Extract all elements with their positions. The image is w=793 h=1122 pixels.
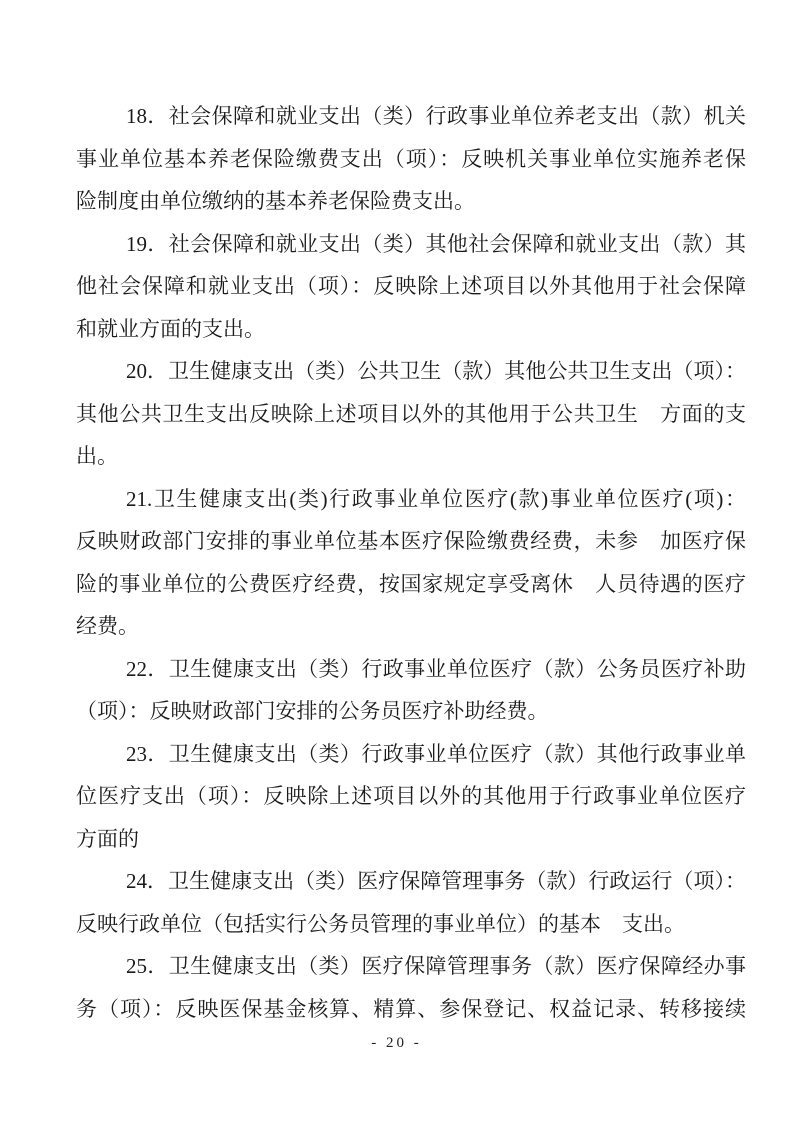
text-line: 和就业方面的支出。 (76, 316, 265, 341)
document-content (76, 95, 746, 1030)
paragraph-20 (76, 350, 746, 478)
paragraph-23 (76, 733, 746, 861)
paragraph-18 (76, 95, 746, 223)
text-line: （项）：反映财政部门安排的公务员医疗补助经费。 (76, 699, 549, 723)
text-line: 他社会保障和就业支出（项）：反映除上述项目以外其他用于社会保障 (76, 274, 746, 298)
paragraph-22 (76, 648, 746, 733)
text-line: 23．卫生健康支出（类）行政事业单位医疗（款）其他行政事业单 (126, 741, 746, 766)
page-footer (0, 1034, 793, 1052)
text-line: 22．卫生健康支出（类）行政事业单位医疗（款）公务员医疗补助 (126, 656, 746, 681)
text-line: 险的事业单位的公费医疗经费，按国家规定享受离休 人员待遇的医疗 (76, 571, 746, 596)
text-line: 位医疗支出（项）：反映除上述项目以外的其他用于行政事业单位医疗 (76, 784, 746, 808)
text-line: 险制度由单位缴纳的基本养老保险费支出。 (76, 189, 475, 213)
paragraph-19 (76, 223, 746, 351)
paragraph-25 (76, 945, 746, 1030)
text-line: 方面的 (76, 826, 139, 851)
page-number: - 20 - (371, 1035, 422, 1051)
text-line: 25．卫生健康支出（类）医疗保障管理事务（款）医疗保障经办事 (126, 954, 746, 978)
text-line: 反映财政部门安排的事业单位基本医疗保险缴费经费，未参 加医疗保 (76, 529, 746, 553)
paragraph-21 (76, 478, 746, 648)
paragraph-24 (76, 860, 746, 945)
text-line: 反映行政单位（包括实行公务员管理的事业单位）的基本 支出。 (76, 911, 685, 936)
text-line: 19．社会保障和就业支出（类）其他社会保障和就业支出（款）其 (126, 231, 746, 256)
text-line: 其他公共卫生支出反映除上述项目以外的其他用于公共卫生 方面的支 (76, 401, 746, 426)
text-line: 出。 (76, 444, 118, 468)
text-line: 20．卫生健康支出（类）公共卫生（款）其他公共卫生支出（项）： (126, 359, 746, 383)
text-line: 21.卫生健康支出(类)行政事业单位医疗(款)事业单位医疗(项)： (126, 486, 746, 511)
text-line: 24．卫生健康支出（类）医疗保障管理事务（款）行政运行（项）： (126, 869, 746, 893)
text-line: 经费。 (76, 614, 139, 638)
text-line: 18．社会保障和就业支出（类）行政事业单位养老支出（款）机关 (126, 104, 746, 128)
text-line: 务（项）：反映医保基金核算、精算、参保登记、权益记录、转移接续 (76, 996, 746, 1021)
text-line: 事业单位基本养老保险缴费支出（项）：反映机关事业单位实施养老保 (76, 146, 746, 171)
